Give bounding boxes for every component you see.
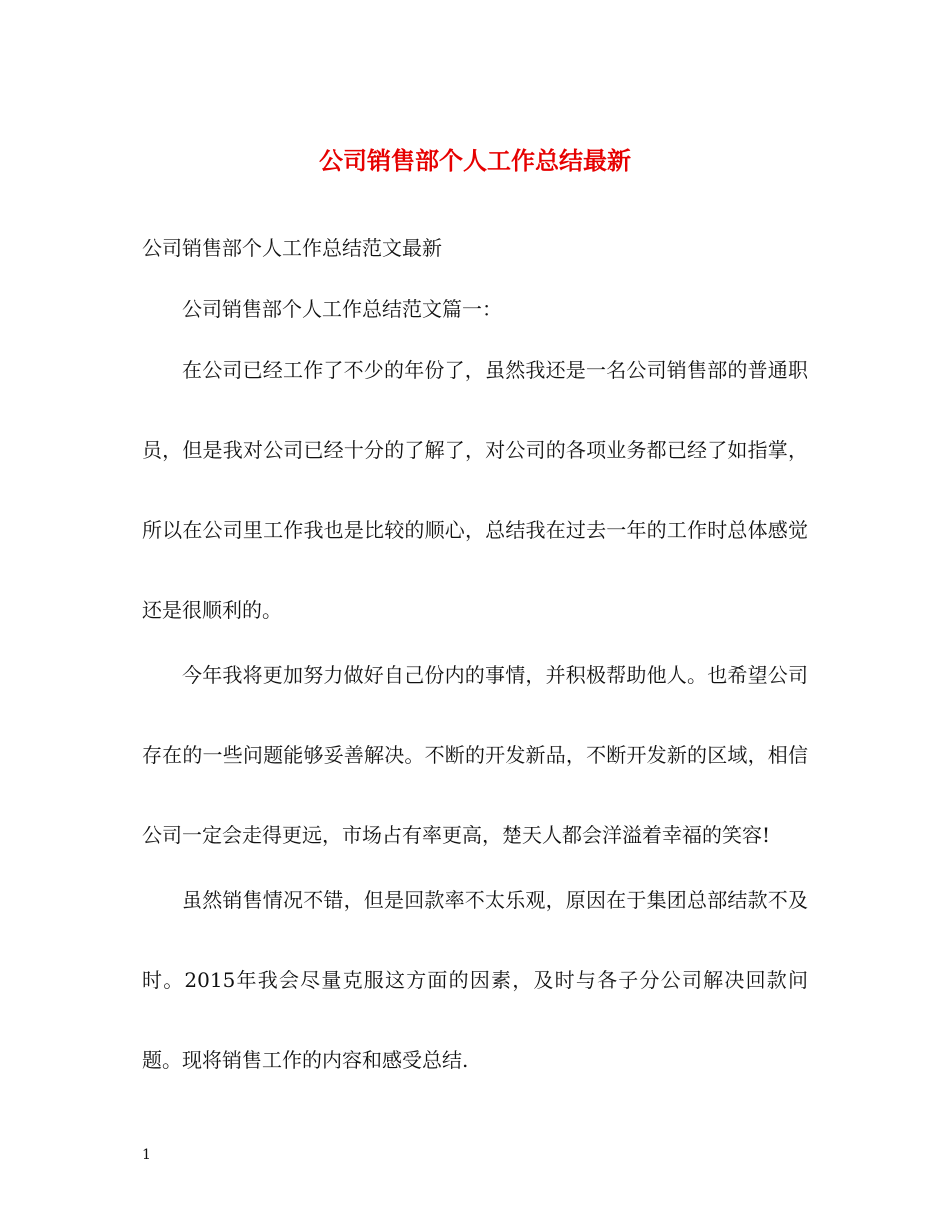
page-number: 1 bbox=[142, 1147, 151, 1163]
paragraph-3: 虽然销售情况不错，但是回款率不太乐观，原因在于集团总部结款不及时。2015年我会尽量克服这方面的因素，及时与各子分公司解决回款问题。现将销售工作的内容和感受总结. bbox=[142, 888, 808, 1072]
paragraph-2: 今年我将更加努力做好自己份内的事情，并积极帮助他人。也希望公司存在的一些问题能够妥善解决。不断的开发新品，不断开发新的区域，相信公司一定会走得更远，市场占有率更高，楚天人都会洋溢着幸福的笑容! bbox=[142, 663, 808, 847]
section-heading: 公司销售部个人工作总结范文篇一： bbox=[182, 297, 502, 321]
document-body bbox=[142, 223, 808, 1100]
document-subtitle: 公司销售部个人工作总结范文最新 bbox=[142, 236, 442, 260]
paragraph-1: 在公司已经工作了不少的年份了，虽然我还是一名公司销售部的普通职员，但是我对公司已经十分的了解了，对公司的各项业务都已经了如指掌，所以在公司里工作我也是比较的顺心，总结我在过去一年的工作时总体感觉还是很顺利的。 bbox=[142, 358, 808, 622]
document-title: 公司销售部个人工作总结最新 bbox=[319, 146, 631, 175]
